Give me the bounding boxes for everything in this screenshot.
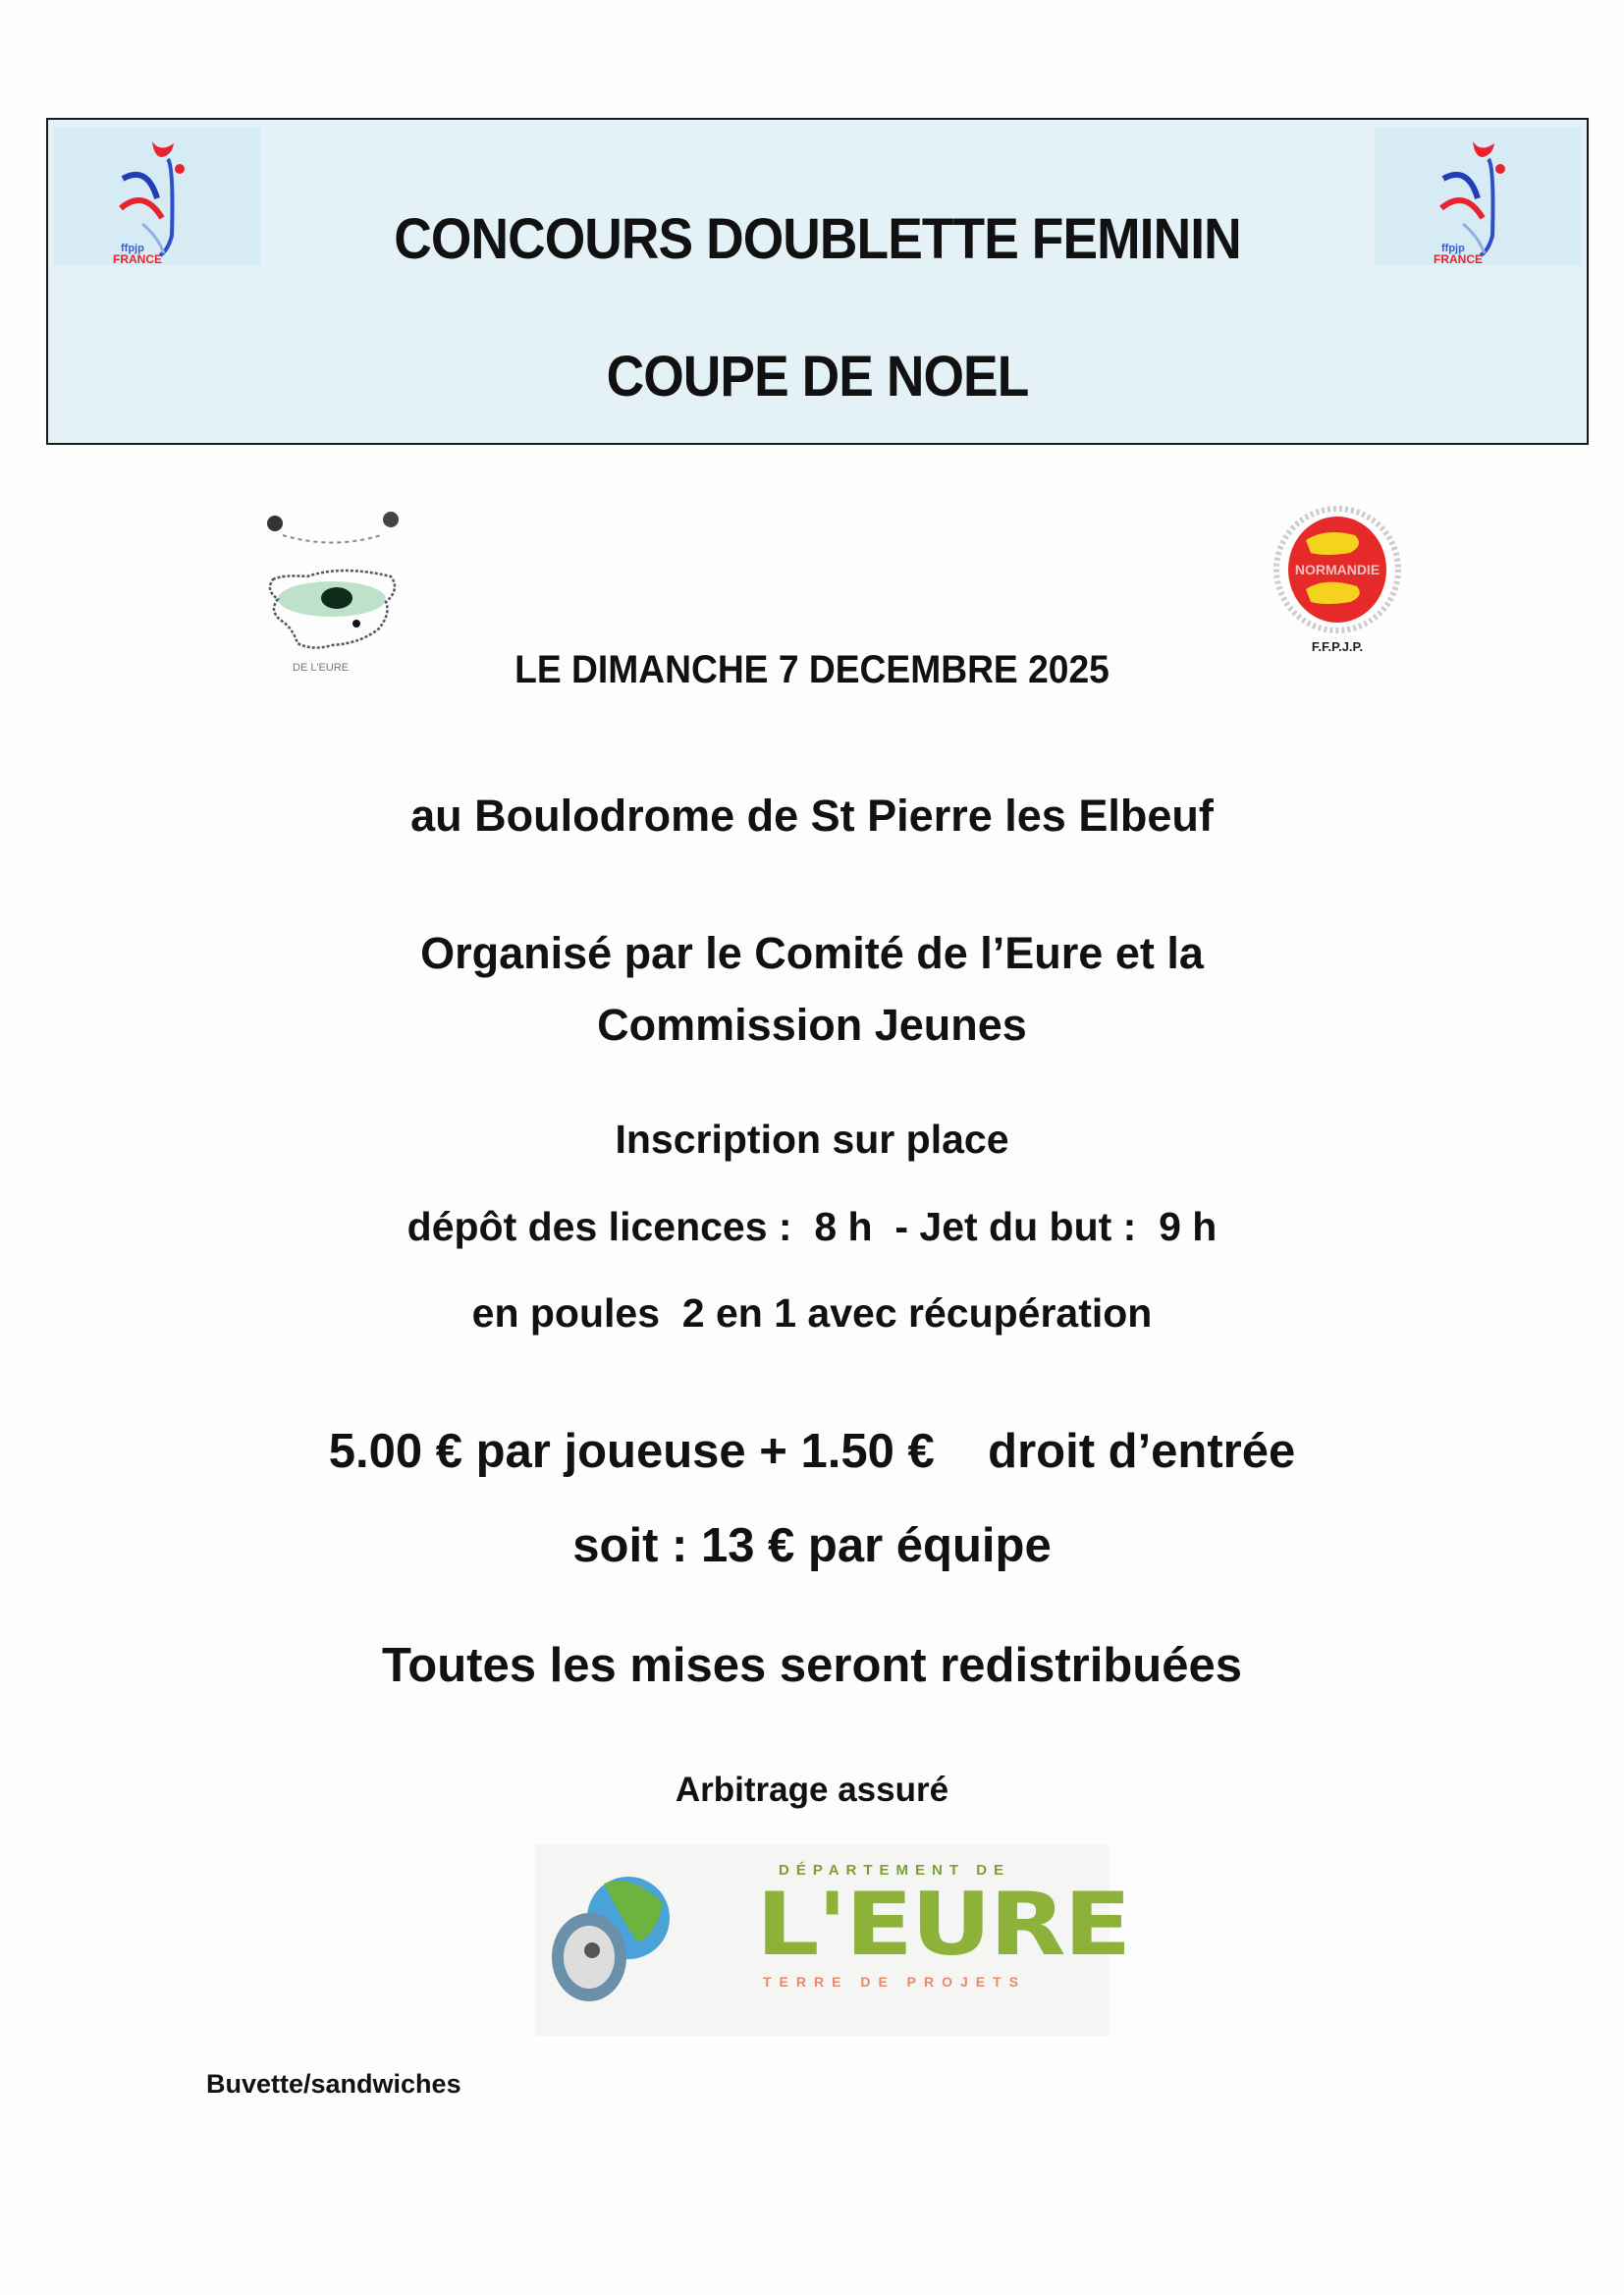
format-info: en poules 2 en 1 avec récupération	[471, 1290, 1153, 1336]
registration-info: Inscription sur place	[615, 1117, 1009, 1162]
refreshments-note: Buvette/sandwiches	[206, 2069, 461, 2099]
sponsor-tagline: TERRE DE PROJETS	[763, 1974, 1027, 1990]
departement-eure-logo	[535, 1844, 1130, 2036]
entry-price: 5.00 € par joueuse + 1.50 € droit d’entrée	[328, 1425, 1296, 1478]
petanque-globe-icon	[545, 1864, 673, 2011]
sponsor-top-label: DÉPARTEMENT DE	[779, 1862, 1011, 1879]
refereeing-note: Arbitrage assuré	[675, 1771, 949, 1809]
team-price: soit : 13 € par équipe	[572, 1519, 1052, 1572]
event-subtitle: COUPE DE NOEL	[606, 345, 1029, 409]
event-venue: au Boulodrome de St Pierre les Elbeuf	[410, 791, 1214, 841]
redistribution-note: Toutes les mises seront redistribuées	[382, 1639, 1242, 1692]
svg-text:ffpjp: ffpjp	[1441, 243, 1465, 254]
svg-text:F.F.P.J.P.: F.F.P.J.P.	[1311, 639, 1364, 654]
header-banner	[46, 118, 1589, 445]
event-organizer: Organisé par le Comité de l’Eure et la	[420, 928, 1204, 978]
svg-text:ffpjp: ffpjp	[121, 243, 144, 254]
event-organizer-continued: Commission Jeunes	[597, 1000, 1027, 1050]
ligue-normandie-logo	[1267, 506, 1414, 663]
svg-text:DE L'EURE: DE L'EURE	[293, 662, 350, 674]
svg-text:FRANCE: FRANCE	[1434, 252, 1483, 265]
svg-text:FRANCE: FRANCE	[113, 252, 162, 265]
svg-text:NORMANDIE: NORMANDIE	[1294, 562, 1380, 577]
sponsor-name: L'EURE	[756, 1874, 1130, 1975]
event-date: LE DIMANCHE 7 DECEMBRE 2025	[514, 648, 1110, 691]
normandie-lions-icon	[1267, 506, 1414, 663]
schedule-info: dépôt des licences : 8 h - Jet du but : 9 h	[406, 1204, 1218, 1249]
event-title: CONCOURS DOUBLETTE FEMININ	[394, 207, 1241, 271]
